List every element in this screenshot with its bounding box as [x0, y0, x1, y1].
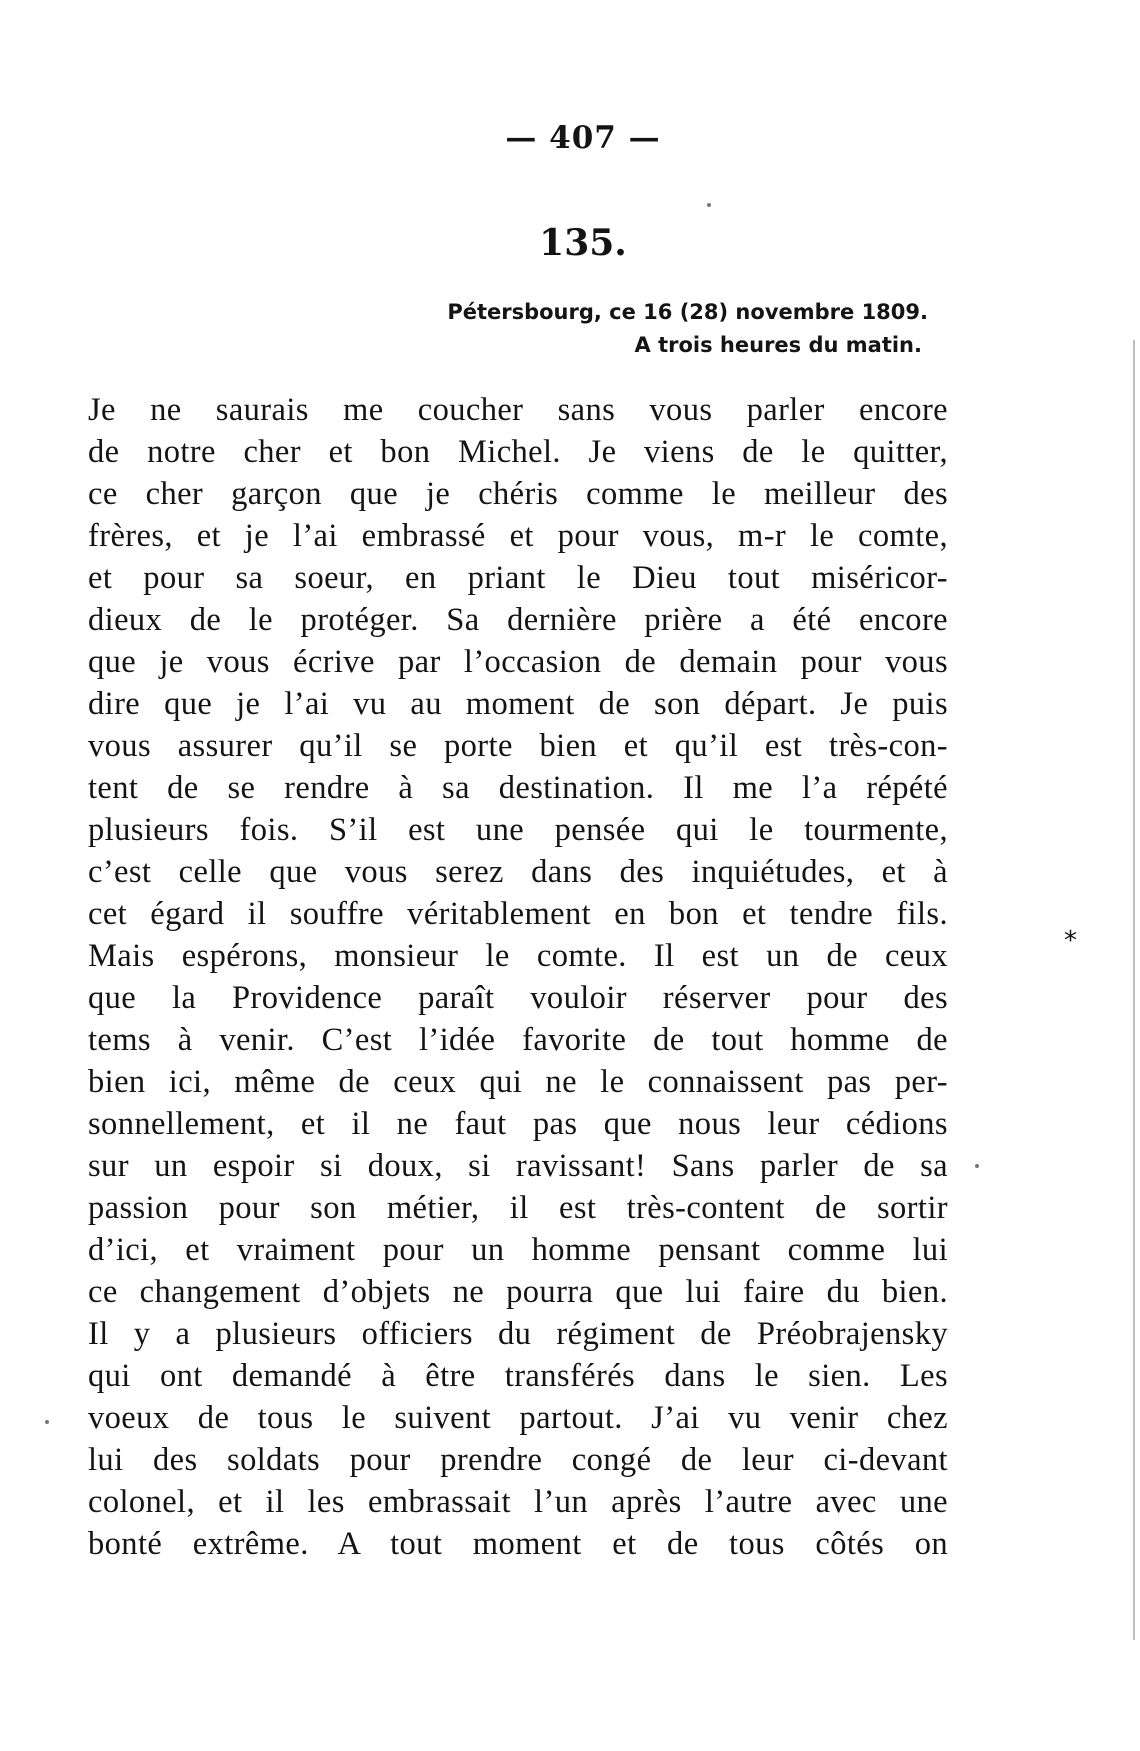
print-speck	[975, 1164, 979, 1168]
text-line: frères, et je l’ai embrassé et pour vous, m-r le comte,	[88, 518, 948, 554]
text-line: tems à venir. C’est l’idée favorite de tout homme de	[88, 1022, 948, 1058]
text-line: tent de se rendre à sa destination. Il me l’a répété	[88, 770, 948, 806]
text-line: de notre cher et bon Michel. Je viens de le quitter,	[88, 434, 948, 470]
text-line: dire que je l’ai vu au moment de son départ. Je puis	[88, 686, 948, 722]
text-line: sur un espoir si doux, si ravissant! Sans parler de sa	[88, 1148, 948, 1184]
text-line: Il y a plusieurs officiers du régiment de Préobrajensky	[88, 1316, 948, 1352]
text-line: vous assurer qu’il se porte bien et qu’il est très-con-	[88, 728, 948, 764]
text-line: sonnellement, et il ne faut pas que nous leur cédions	[88, 1106, 948, 1142]
dateline-time: A trois heures du matin.	[634, 333, 922, 357]
text-line: Mais espérons, monsieur le comte. Il est un de ceux	[88, 938, 948, 974]
text-line: plusieurs fois. S’il est une pensée qui le tourmente,	[88, 812, 948, 848]
text-line: bien ici, même de ceux qui ne le connaissent pas per-	[88, 1064, 948, 1100]
text-line: que je vous écrive par l’occasion de demain pour vous	[88, 644, 948, 680]
page-edge-rule	[1133, 340, 1135, 1640]
dateline-place: Pétersbourg, ce 16 (28) novembre 1809.	[447, 300, 928, 324]
text-line: qui ont demandé à être transférés dans le sien. Les	[88, 1358, 948, 1394]
text-line: c’est celle que vous serez dans des inquiétudes, et à	[88, 854, 948, 890]
text-line: passion pour son métier, il est très-content de sortir	[88, 1190, 948, 1226]
print-speck	[707, 203, 711, 207]
print-speck	[45, 1420, 49, 1424]
text-line: bonté extrême. A tout moment et de tous côtés on	[88, 1526, 948, 1562]
text-line: que la Providence paraît vouloir réserver pour des	[88, 980, 948, 1016]
text-line: d’ici, et vraiment pour un homme pensant comme lui	[88, 1232, 948, 1268]
letter-body	[88, 389, 948, 1565]
text-line: lui des soldats pour prendre congé de leur ci-devant	[88, 1442, 948, 1478]
letter-number: 135.	[539, 222, 627, 264]
text-line: dieux de le protéger. Sa dernière prière a été encore	[88, 602, 948, 638]
text-line: voeux de tous le suivent partout. J’ai vu venir chez	[88, 1400, 948, 1436]
text-line: ce changement d’objets ne pourra que lui faire du bien.	[88, 1274, 948, 1310]
marginal-asterisk: *	[1064, 926, 1077, 956]
text-line: Je ne saurais me coucher sans vous parler encore	[88, 392, 948, 428]
page-number: — 407 —	[505, 120, 661, 156]
text-line: ce cher garçon que je chéris comme le meilleur des	[88, 476, 948, 512]
text-line: colonel, et il les embrassait l’un après l’autre avec une	[88, 1484, 948, 1520]
text-line: cet égard il souffre véritablement en bon et tendre fils.	[88, 896, 948, 932]
text-line: et pour sa soeur, en priant le Dieu tout miséricor-	[88, 560, 948, 596]
